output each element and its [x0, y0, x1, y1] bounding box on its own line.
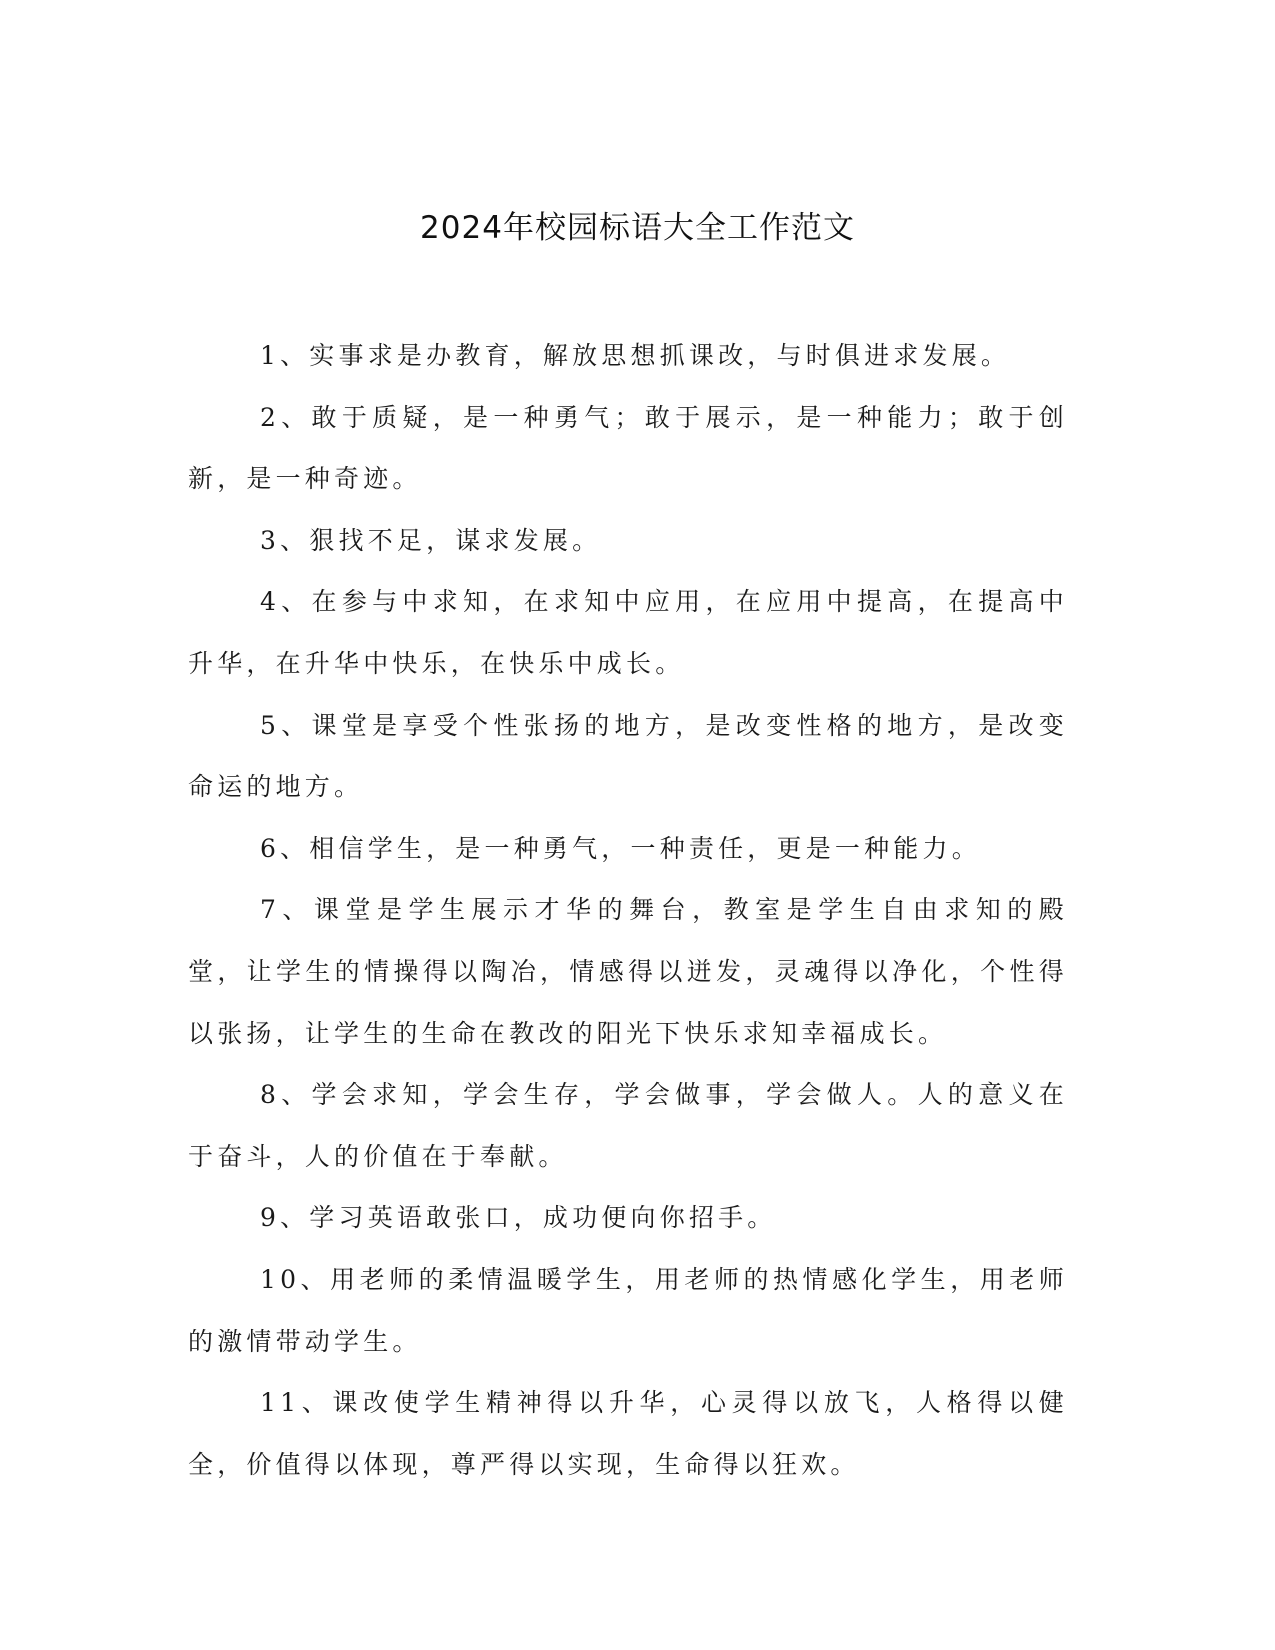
- paragraph-4: 4、在参与中求知，在求知中应用，在应用中提高，在提高中升华，在升华中快乐，在快乐中成长。: [188, 587, 1068, 678]
- paragraph-1: 1、实事求是办教育，解放思想抓课改，与时俱进求发展。: [260, 341, 1011, 370]
- paragraph-6: 6、相信学生，是一种勇气，一种责任，更是一种能力。: [260, 833, 981, 863]
- document-title: 2024年校园标语大全工作范文: [420, 210, 855, 246]
- paragraph-9: 9、学习英语敢张口，成功便向你招手。: [260, 1203, 777, 1233]
- paragraph-5: 5、课堂是享受个性张扬的地方，是改变性格的地方，是改变命运的地方。: [188, 710, 1068, 802]
- paragraph-10: 10、用老师的柔情温暖学生，用老师的热情感化学生，用老师的激情带动学生。: [188, 1264, 1068, 1356]
- paragraph-7: 7、课堂是学生展示才华的舞台，教室是学生自由求知的殿堂，让学生的情操得以陶冶，情感得以迸发，灵魂得以净化，个性得以张扬，让学生的生命在教改的阳光下快乐求知幸福成长。: [188, 895, 1068, 1048]
- paragraph-11: 11、课改使学生精神得以升华，心灵得以放飞，人格得以健全，价值得以体现，尊严得以实现，生命得以狂欢。: [188, 1388, 1068, 1479]
- paragraph-8: 8、学会求知，学会生存，学会做事，学会做人。人的意义在于奋斗，人的价值在于奉献。: [188, 1080, 1068, 1171]
- document-body: [188, 325, 1068, 1495]
- paragraph-2: 2、敢于质疑，是一种勇气；敢于展示，是一种能力；敢于创新，是一种奇迹。: [188, 402, 1068, 494]
- paragraph-3: 3、狠找不足，谋求发展。: [260, 525, 602, 555]
